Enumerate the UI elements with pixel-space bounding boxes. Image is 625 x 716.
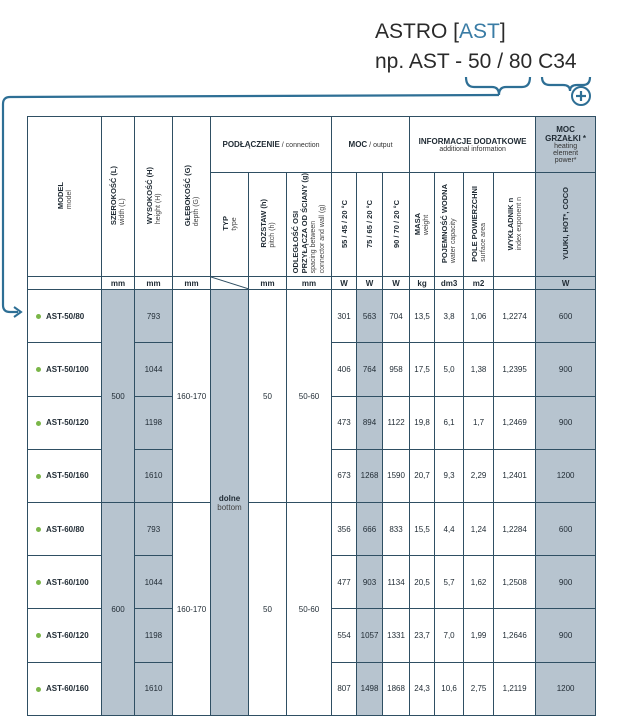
- width-cell: 600: [102, 503, 135, 716]
- output-75-cell: 666: [357, 503, 383, 556]
- surface-cell: 2,29: [464, 449, 494, 502]
- unit-out1: W: [332, 277, 357, 290]
- model-cell: [28, 503, 102, 556]
- height-cell: 1198: [135, 609, 173, 662]
- mass-cell: 13,5: [410, 290, 435, 343]
- surface-cell: 1,06: [464, 290, 494, 343]
- height-cell: 1610: [135, 449, 173, 502]
- exponent-cell: 1,2508: [494, 556, 536, 609]
- unit-height: mm: [135, 277, 173, 290]
- heater-cell: 600: [536, 290, 596, 343]
- output-75-cell: 764: [357, 343, 383, 396]
- wall-spacing-cell: 50-60: [287, 503, 332, 716]
- heater-cell: 900: [536, 556, 596, 609]
- model-label: AST-60/120: [46, 631, 89, 641]
- table-row: [28, 290, 596, 343]
- surface-cell: 1,38: [464, 343, 494, 396]
- water-cell: 4,4: [435, 503, 464, 556]
- pitch-cell: 50: [249, 290, 287, 503]
- output-55-cell: 406: [332, 343, 357, 396]
- heater-cell: 600: [536, 503, 596, 556]
- example-size: 50 / 80: [468, 50, 533, 73]
- unit-mass: kg: [410, 277, 435, 290]
- spec-table: [27, 116, 596, 716]
- col-depth: GŁĘBOKOŚĆ (G) depth (G): [173, 117, 211, 277]
- height-cell: 1044: [135, 343, 173, 396]
- width-cell: 500: [102, 290, 135, 503]
- table-row: [28, 503, 596, 556]
- group-additional-info: INFORMACJE DODATKOWE additional information: [410, 117, 536, 173]
- exponent-cell: 1,2274: [494, 290, 536, 343]
- output-75-cell: 903: [357, 556, 383, 609]
- heater-cell: 900: [536, 396, 596, 449]
- plus-circle-icon: [572, 87, 590, 105]
- depth-cell: 160-170: [173, 503, 211, 716]
- unit-model: [28, 277, 102, 290]
- unit-water: dm3: [435, 277, 464, 290]
- model-cell: [28, 449, 102, 502]
- col-surface: POLE POWIERZCHNI surface area: [464, 173, 494, 277]
- mass-cell: 15,5: [410, 503, 435, 556]
- group-heater-power: MOC GRZAŁKI * heating element power*: [536, 117, 596, 173]
- units-row: [28, 277, 596, 290]
- surface-cell: 1,7: [464, 396, 494, 449]
- table-body: [28, 290, 596, 716]
- water-cell: 9,3: [435, 449, 464, 502]
- output-55-cell: 356: [332, 503, 357, 556]
- height-cell: 1198: [135, 396, 173, 449]
- bullet-icon: [36, 474, 41, 479]
- col-exponent: WYKŁADNIK n index exponent n: [494, 173, 536, 277]
- col-output-75: 75 / 65 / 20 °C: [357, 173, 383, 277]
- output-90-cell: 1134: [383, 556, 410, 609]
- bullet-icon: [36, 367, 41, 372]
- mass-cell: 23,7: [410, 609, 435, 662]
- title-code: AST: [459, 20, 500, 43]
- water-cell: 5,7: [435, 556, 464, 609]
- bullet-icon: [36, 580, 41, 585]
- unit-exponent: [494, 277, 536, 290]
- group-header-row: [28, 117, 596, 173]
- mass-cell: 19,8: [410, 396, 435, 449]
- output-90-cell: 833: [383, 503, 410, 556]
- col-output-90: 90 / 70 / 20 °C: [383, 173, 410, 277]
- title-prefix: ASTRO [: [375, 20, 460, 43]
- surface-cell: 1,62: [464, 556, 494, 609]
- col-height: WYSOKOŚĆ (H) height (H): [135, 117, 173, 277]
- height-cell: 793: [135, 503, 173, 556]
- example-prefix: np. AST -: [375, 50, 468, 73]
- exponent-cell: 1,2401: [494, 449, 536, 502]
- output-75-cell: 894: [357, 396, 383, 449]
- exponent-cell: 1,2119: [494, 662, 536, 715]
- heater-cell: 900: [536, 609, 596, 662]
- exponent-cell: 1,2284: [494, 503, 536, 556]
- height-cell: 793: [135, 290, 173, 343]
- group-output: MOC / output: [332, 117, 410, 173]
- model-cell: [28, 662, 102, 715]
- heater-cell: 1200: [536, 449, 596, 502]
- type-cell: [211, 290, 249, 716]
- pitch-cell: 50: [249, 503, 287, 716]
- heater-cell: 1200: [536, 662, 596, 715]
- surface-cell: 2,75: [464, 662, 494, 715]
- mass-cell: 20,7: [410, 449, 435, 502]
- bullet-icon: [36, 314, 41, 319]
- height-cell: 1610: [135, 662, 173, 715]
- output-55-cell: 473: [332, 396, 357, 449]
- surface-cell: 1,99: [464, 609, 494, 662]
- group-connection: PODŁĄCZENIE / connection: [211, 117, 332, 173]
- col-pitch: ROZSTAW (h) pitch (h): [249, 173, 287, 277]
- unit-pitch: mm: [249, 277, 287, 290]
- model-cell: [28, 290, 102, 343]
- model-label: AST-50/100: [46, 364, 89, 374]
- output-55-cell: 301: [332, 290, 357, 343]
- water-cell: 10,6: [435, 662, 464, 715]
- height-cell: 1044: [135, 556, 173, 609]
- type-value-en: bottom: [217, 502, 242, 512]
- col-wall-spacing: ODLEGŁOŚĆ OSI PRZYŁĄCZA OD ŚCIANY (g) spacing between connector and wall (g): [287, 173, 332, 277]
- col-model: MODEL model: [28, 117, 102, 277]
- output-90-cell: 1122: [383, 396, 410, 449]
- col-width: SZEROKOŚĆ (L) width (L): [102, 117, 135, 277]
- col-heater-types: YUUKI, HOT*, COCO: [536, 173, 596, 277]
- water-cell: 3,8: [435, 290, 464, 343]
- unit-wall: mm: [287, 277, 332, 290]
- output-90-cell: 958: [383, 343, 410, 396]
- water-cell: 7,0: [435, 609, 464, 662]
- output-75-cell: 1498: [357, 662, 383, 715]
- type-value: dolne: [218, 493, 241, 503]
- col-water: POJEMNOŚĆ WODNA water capacity: [435, 173, 464, 277]
- output-55-cell: 673: [332, 449, 357, 502]
- diagonal-line: [211, 277, 249, 289]
- output-75-cell: 563: [357, 290, 383, 343]
- wall-spacing-cell: 50-60: [287, 290, 332, 503]
- mass-cell: 20,5: [410, 556, 435, 609]
- output-75-cell: 1268: [357, 449, 383, 502]
- output-55-cell: 807: [332, 662, 357, 715]
- model-cell: [28, 609, 102, 662]
- example-heater: C34: [538, 50, 577, 73]
- size-brace: [466, 77, 530, 95]
- output-55-cell: 477: [332, 556, 357, 609]
- mass-cell: 17,5: [410, 343, 435, 396]
- mass-cell: 24,3: [410, 662, 435, 715]
- output-90-cell: 1868: [383, 662, 410, 715]
- exponent-cell: 1,2469: [494, 396, 536, 449]
- output-90-cell: 704: [383, 290, 410, 343]
- unit-heater: W: [536, 277, 596, 290]
- surface-cell: 1,24: [464, 503, 494, 556]
- bullet-icon: [36, 421, 41, 426]
- col-output-55: 55 / 45 / 20 °C: [332, 173, 357, 277]
- model-label: AST-60/160: [46, 684, 89, 694]
- model-label: AST-50/160: [46, 471, 89, 481]
- model-label: AST-60/80: [46, 524, 85, 534]
- heater-cell: 900: [536, 343, 596, 396]
- title-suffix: ]: [499, 20, 506, 43]
- exponent-cell: 1,2646: [494, 609, 536, 662]
- water-cell: 6,1: [435, 396, 464, 449]
- model-cell: [28, 556, 102, 609]
- model-label: AST-50/80: [46, 311, 85, 321]
- bullet-icon: [36, 687, 41, 692]
- col-mass: MASA weight: [410, 173, 435, 277]
- output-55-cell: 554: [332, 609, 357, 662]
- model-cell: [28, 343, 102, 396]
- unit-out3: W: [383, 277, 410, 290]
- depth-cell: 160-170: [173, 290, 211, 503]
- exponent-cell: 1,2395: [494, 343, 536, 396]
- unit-type: [211, 277, 249, 290]
- bullet-icon: [36, 633, 41, 638]
- unit-surface: m2: [464, 277, 494, 290]
- model-label: AST-50/120: [46, 418, 89, 428]
- output-90-cell: 1590: [383, 449, 410, 502]
- water-cell: 5,0: [435, 343, 464, 396]
- model-cell: [28, 396, 102, 449]
- unit-width: mm: [102, 277, 135, 290]
- col-type: TYP type: [211, 173, 249, 277]
- unit-out2: W: [357, 277, 383, 290]
- bullet-icon: [36, 527, 41, 532]
- unit-depth: mm: [173, 277, 211, 290]
- output-75-cell: 1057: [357, 609, 383, 662]
- output-90-cell: 1331: [383, 609, 410, 662]
- model-label: AST-60/100: [46, 577, 89, 587]
